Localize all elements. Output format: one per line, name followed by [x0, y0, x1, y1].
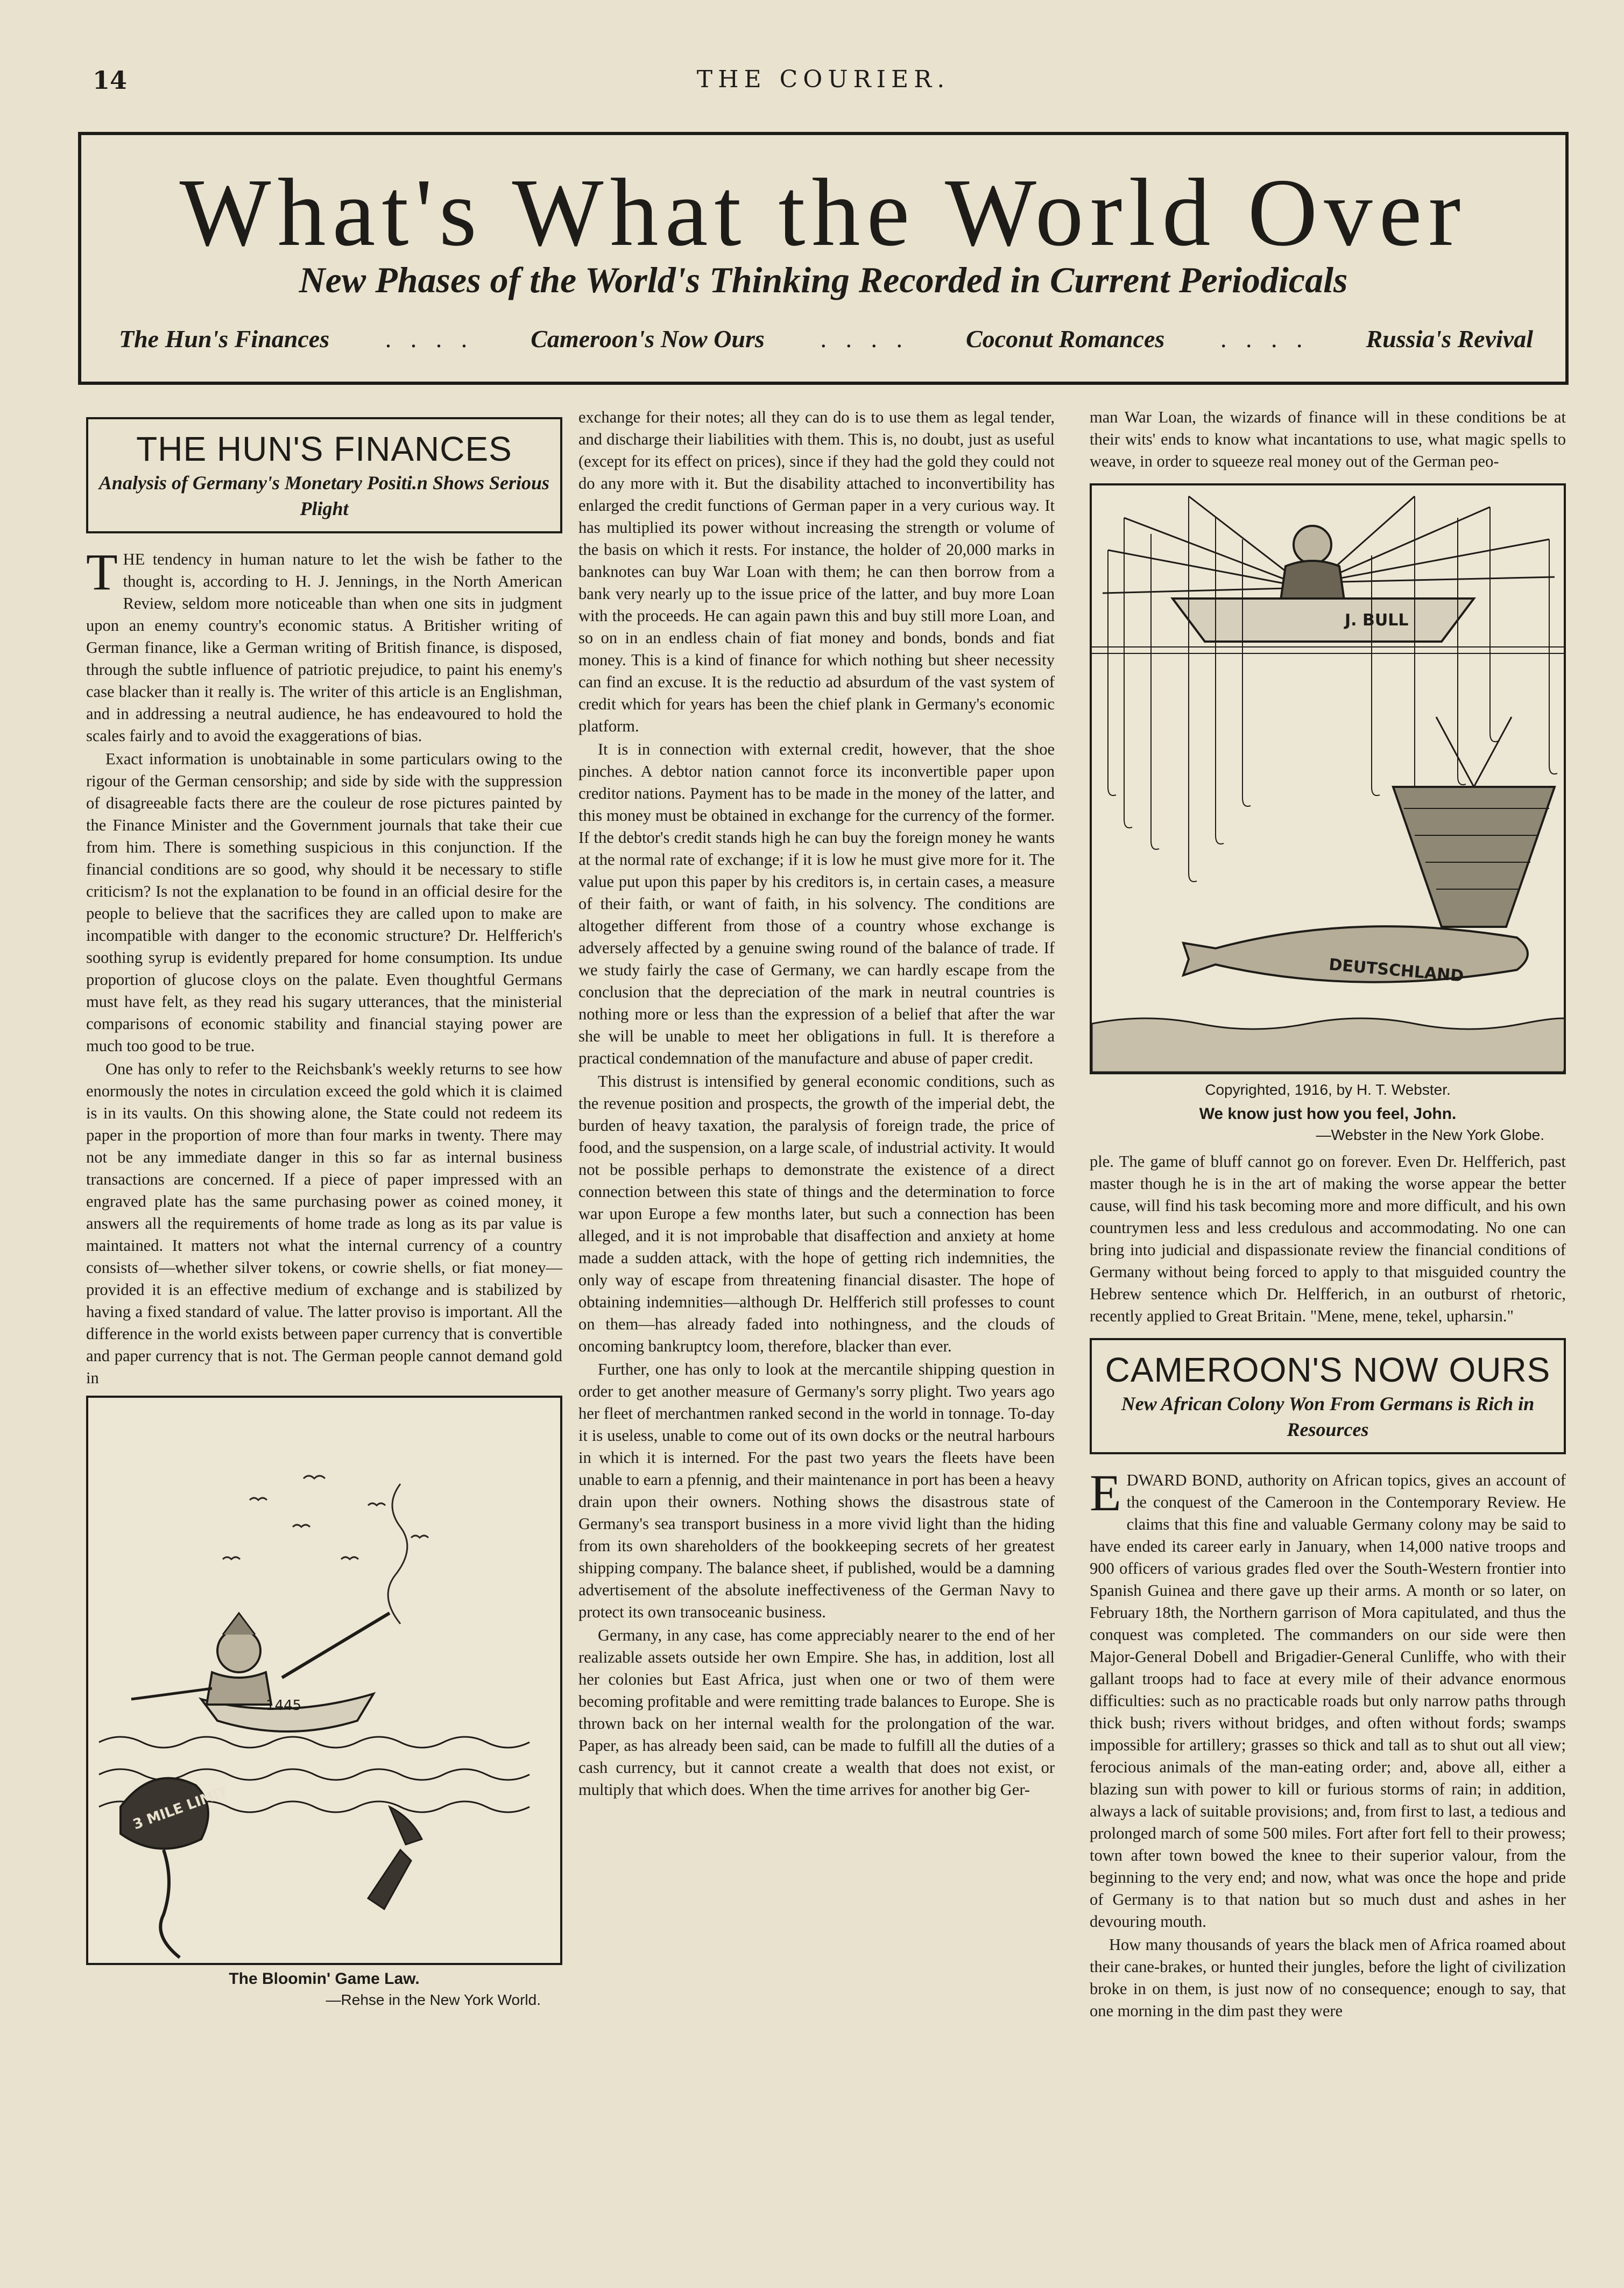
contents-item: Cameroon's Now Ours [531, 325, 765, 353]
masthead-subtitle: New Phases of the World's Thinking Recorded in Current Periodicals [299, 259, 1348, 300]
masthead-title: What's What the World Over [179, 159, 1467, 266]
cartoon-we-know [1090, 483, 1566, 1074]
article-subtitle: New African Colony Won From Germans is Rich in Resources [1121, 1393, 1535, 1440]
cartoon-caption: The Bloomin' Game Law. [229, 1970, 420, 1988]
cartoon-illustration [1092, 485, 1564, 1072]
cartoon-credit: —Webster in the New York Globe. [1316, 1127, 1544, 1143]
article-title: CAMEROON'S NOW OURS [1105, 1350, 1551, 1389]
cartoon-caption: We know just how you feel, John. [1199, 1105, 1457, 1123]
article-paragraph: EDWARD BOND, authority on African topics, gives an account of the conquest of the Cameroon in the Contemporary Review. He claims that this fine and valuable Germany colony may be said to have ended its career early in January, when 14,000 native troops and 900 officers of various grades fled over the South-Western frontier into Spanish Guinea and there gave up their arms. A month or so later, on February 18th, the Northern garrison of Mora capitulated, and thus the conquest was completed. The commanders on our side were then Major-General Dobell and Brigadier-General Cunliffe, who with their gallant troops had to face at every mile of their advance enormous difficulties: such as no practicable roads but only narrow paths through thick bush; rivers without bridges, and often without fords; swamps impossible for artillery; grasses so thick and tall as to shut out all view; ferocious animals of the man-eating order; and, above all, either a blazing sun with power to kill or furious storms of rain; in addition, always a lack of suitable provisions; and, from first to last, a tedious and prolonged march of some 500 miles. Fort after fort fell to their prowess; town after town bowed the knee to their superior valour, from the beginning to the very end; and now, what was once the hope and pride of Germany is to that nation but so much dust and ashes in her devouring mouth. [1090, 1464, 1566, 1931]
contents-separator: . . . . [385, 325, 475, 353]
column-3 [1090, 406, 1566, 2023]
contents-item: Coconut Romances [965, 325, 1165, 353]
article-paragraph: THE tendency in human nature to let the wish be father to the thought is, according to H. J. Jennings, in the North American Review, seldom more noticeable than when one sits in judgment upon an enemy country's economic status. A Britisher writing of German finance, like a German writing of British finance, is disposed, through the subtle influence of patriotic prejudice, to paint his enemy's case blacker than it really is. The writer of this article is an Englishman, and in addressing a neutral audience, he has endeavoured to hold the scales fairly and to avoid the exaggerations of bias. [86, 543, 562, 745]
running-head: THE COURIER. [696, 66, 950, 93]
column-2 [578, 406, 1055, 1802]
article-subtitle: Analysis of Germany's Monetary Positi.n Shows Serious Plight [98, 472, 550, 519]
drop-cap: E [1090, 1464, 1121, 1522]
masthead [78, 132, 1569, 385]
drop-cap: T [86, 543, 118, 601]
contents-item: The Hun's Finances [119, 325, 330, 353]
article-paragraph: One has only to refer to the Reichsbank's weekly returns to see how enormously the notes in circulation exceed the gold which it is claimed is in its vaults. On this showing alone, the State could not redeem its paper in the proportion of more than four marks in twenty. There may not be any immediate danger in this so far as internal business transactions are concerned. If a piece of paper impressed with an engraved plate has the same purchasing power as coined money, it answers all the requirements of home trade as long as its par value is maintained. It matters not what the internal currency of a country consists of—whether silver tokens, or cowrie shells, or fiat money—provided it is an effective medium of exchange and is stabilized by having a fixed standard of value. The latter proviso is important. All the difference in the world exists between paper currency that is convertible and paper currency that is not. The German people cannot demand gold in [86, 1060, 562, 1387]
article-paragraph: Germany, in any case, has come appreciably nearer to the end of her realizable assets outside her own Empire. She has, in addition, lost all her colonies but East Africa, just when one or two of them were becoming profitable and were remitting trade balances to Europe. She is thrown back on her internal wealth for the prolongation of the war. Paper, as has already been said, can be made to fulfill all the duties of a cash currency, but it cannot create a wealth that does not exist, or multiply that which does. When the time arrives for another big Ger- [578, 1626, 1055, 1799]
article-title: THE HUN'S FINANCES [136, 430, 512, 468]
article-paragraph: man War Loan, the wizards of finance will in these conditions be at their wits' ends to know what incantations to use, what magic spells to weave, in order to squeeze real money out of the German peo- [1090, 408, 1566, 470]
article-paragraph: exchange for their notes; all they can do is to use them as legal tender, and discharge their liabilities with them. This is, no doubt, just as useful (except for its effect on prices), since if they had the gold they could not do any more with it. But the disability attached to inconvertibility has enlarged the credit functions of German paper in a very curious way. It has multiplied its power without increasing the strength or volume of the basis on which it rests. For instance, the holder of 20,000 marks in banknotes can buy War Loan with them; he can then borrow from a bank very nearly up to the issue price of the latter, and buy more Loan with the proceeds. He can again pawn this and buy still more Loan, and so on in an endless chain of fiat money and bonds, bonds and fiat money. This is a kind of finance for which nothing but sheer necessity can find an excuse. It is the reductio ad absurdum of the vast system of credit which for years has been the chief plank in Germany's economic platform. [578, 408, 1055, 735]
article-paragraph: How many thousands of years the black men of Africa roamed about their cane-brakes, or hunted their jungles, before the light of civilization broke in on them, is just now of no consequence; enough to say, that one morning in the dim past they were [1090, 1935, 1566, 2020]
article-paragraph: This distrust is intensified by general economic conditions, such as the revenue position and prospects, the growth of the imperial debt, the burden of heavy taxation, the paralysis of foreign trade, the price of food, and the suspension, on a large scale, of industrial activity. It would not be possible perhaps to demonstrate the existence of a direct connection between this state of things and the determination to force war upon Europe a few months later, but such a connection has been alleged, and it is not improbable that disaffection and anxiety at home made a sudden attack, with the hope of getting rich indemnities, the only way of escape from threatening financial disaster. The hope of obtaining indemnities—although Dr. Helfferich still professes to count on them—has already faded into nothingness, and the clouds of oncoming bankruptcy loom, therefore, blacker than ever. [578, 1072, 1055, 1355]
column-1 [86, 406, 562, 2010]
submarine-label: DEUTSCHLAND [1328, 955, 1465, 986]
buoy-label: 3 MILE LIMIT [131, 1783, 230, 1833]
article-paragraph: Further, one has only to look at the mercantile shipping question in order to get another measure of Germany's sorry plight. Two years ago her fleet of merchantmen ranked second in the world in tonnage. To-day it is useless, unable to come out of its own docks or the neutral harbours in which it is interned. For the past two years the fleets have been unable to earn a pfennig, and their maintenance in port has been a heavy drain upon their owners. Nothing shows the disastrous state of Germany's sea transport business in a more vivid light than the hiding from its own shareholders of the bookkeeping secrets of her greatest shipping company. The balance sheet, if published, would be a damning advertisement of the absolute ineffectiveness of the German Navy to protect its own transoceanic business. [578, 1360, 1055, 1621]
article-paragraph: It is in connection with external credit, however, that the shoe pinches. A debtor nation cannot force its inconvertible paper upon creditor nations. Payment has to be made in the money of the latter, and this money must be obtained in exchange for the currency of the former. If the debtor's credit stands high he can buy the foreign money he wants at the normal rate of exchange; if it is low he must give more for it. The value put upon this paper by his creditors is, in certain cases, a measure of their faith, or want of faith, in his solvency. The conditions are altogether different from those of a country whose exchange is adversely affected by a genuine swing round of the balance of trade. If we study fairly the case of Germany, we can hardly escape from the conclusion that the depreciation of the mark in neutral countries is nothing more or less than the expression of a belief that after the war she will be unable to meet her obligations in full. It is therefore a practical condemnation of the manufacture and abuse of paper credit. [578, 740, 1055, 1067]
page-number: 14 [93, 66, 128, 95]
boat-label: J. BULL [1345, 611, 1409, 630]
cartoon-illustration [88, 1398, 560, 1963]
article-paragraph: ple. The game of bluff cannot go on forever. Even Dr. Helfferich, past master though he is in the art of making the worse appear the better cause, will find his task becoming more and more difficult, and his own countrymen less and less credulous and accommodating. No one can bring into judicial and dispassionate review the financial conditions of Germany without being forced to apply to that misguided country the Hebrew sentence which Dr. Helfferich, in an outburst of rhetoric, recently applied to Great Britain. "Mene, mene, tekel, upharsin." [1090, 1152, 1566, 1325]
cartoon-bloomin-game-law [86, 1396, 562, 1965]
cartoon-copyright: Copyrighted, 1916, by H. T. Webster. [1205, 1081, 1451, 1098]
contents-separator: . . . . [821, 325, 910, 353]
contents-separator: . . . . [1221, 325, 1310, 353]
page-header [81, 64, 1566, 101]
article-paragraph: Exact information is unobtainable in some particulars owing to the rigour of the German censorship; and side by side with the suppression of disagreeable facts there are the couleur de rose pictures painted by the Finance Minister and the Government journals that take their cue from him. There is something suspicious in this conjunction. If the financial conditions are so good, why should it be necessary to stifle criticism? Is not the explanation to be found in an official desire for the people to believe that the sacrifices they are called upon to make are incompatible with danger to the economic structure? Dr. Helfferich's soothing syrup is evidently prepared for home consumption. Its undue proportion of glucose cloys on the palate. Even thoughtful Germans must have felt, as they read his sugary utterances, that the ministerial comparisons of economic stability and financial staying power are much too good to be true. [86, 750, 562, 1055]
boat-label: 1445 [266, 1698, 302, 1714]
contents-item: Russia's Revival [1366, 325, 1533, 353]
cartoon-credit: —Rehse in the New York World. [326, 1991, 541, 2008]
masthead-contents [119, 325, 1533, 353]
cameroon-headbox [1090, 1338, 1566, 1454]
huns-finances-headbox [86, 417, 562, 533]
